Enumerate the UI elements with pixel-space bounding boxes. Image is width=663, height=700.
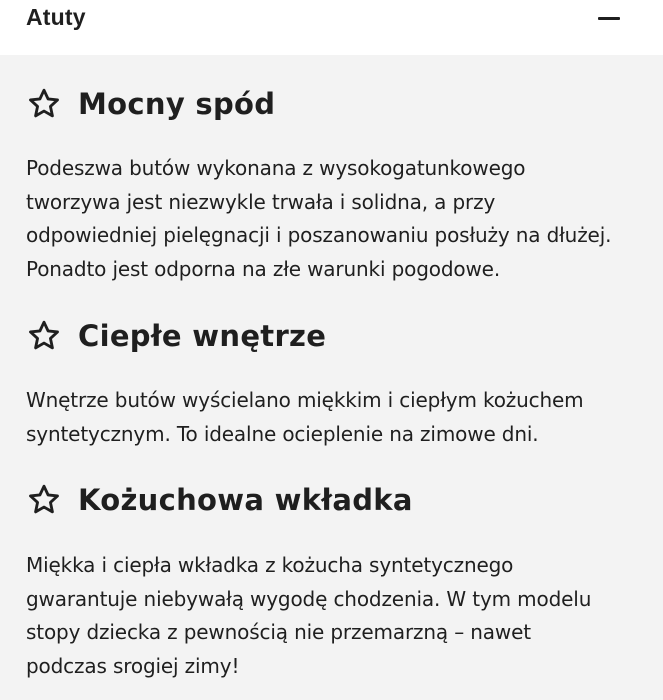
feature-heading — [26, 314, 326, 358]
text-line: Podeszwa butów wykonana z wysokogatunkowego — [26, 156, 526, 180]
feature-description — [26, 549, 663, 683]
star-outline-icon — [26, 318, 62, 354]
text-line: gwarantuje niebywałą wygodę chodzenia. W tym modelu — [26, 586, 592, 611]
feature-description — [26, 152, 663, 286]
text-line: odpowiedniej pielęgnacji i poszanowaniu posłuży na dłużej. — [26, 223, 612, 247]
collapse-button[interactable] — [595, 6, 623, 32]
text-line: stopy dziecka z pewnością nie przemarzną – nawet — [26, 620, 531, 644]
text-line: Miękka i ciepła wkładka z kożucha syntetycznego — [26, 553, 514, 577]
minus-icon — [598, 17, 620, 20]
feature-title: Mocny spód — [78, 87, 276, 121]
text-line: tworzywa jest niezwykle trwała i solidna, a przy — [26, 189, 496, 214]
star-outline-icon — [26, 482, 62, 518]
star-outline-icon — [26, 86, 62, 122]
feature-title: Ciepłe wnętrze — [78, 319, 327, 353]
section-header[interactable] — [0, 0, 663, 55]
feature-title: Kożuchowa wkładka — [78, 483, 413, 517]
feature-heading — [26, 478, 413, 522]
text-line: podczas srogiej zimy! — [26, 653, 240, 678]
feature-description — [26, 384, 663, 451]
text-line: Wnętrze butów wyścielano miękkim i ciepłym kożuchem — [26, 388, 584, 412]
text-line: syntetycznym. To idealne ocieplenie na zimowe dni. — [26, 421, 539, 446]
text-line: Ponadto jest odporna na złe warunki pogodowe. — [26, 256, 501, 281]
feature-heading — [26, 82, 275, 126]
section-title: Atuty — [26, 4, 86, 30]
